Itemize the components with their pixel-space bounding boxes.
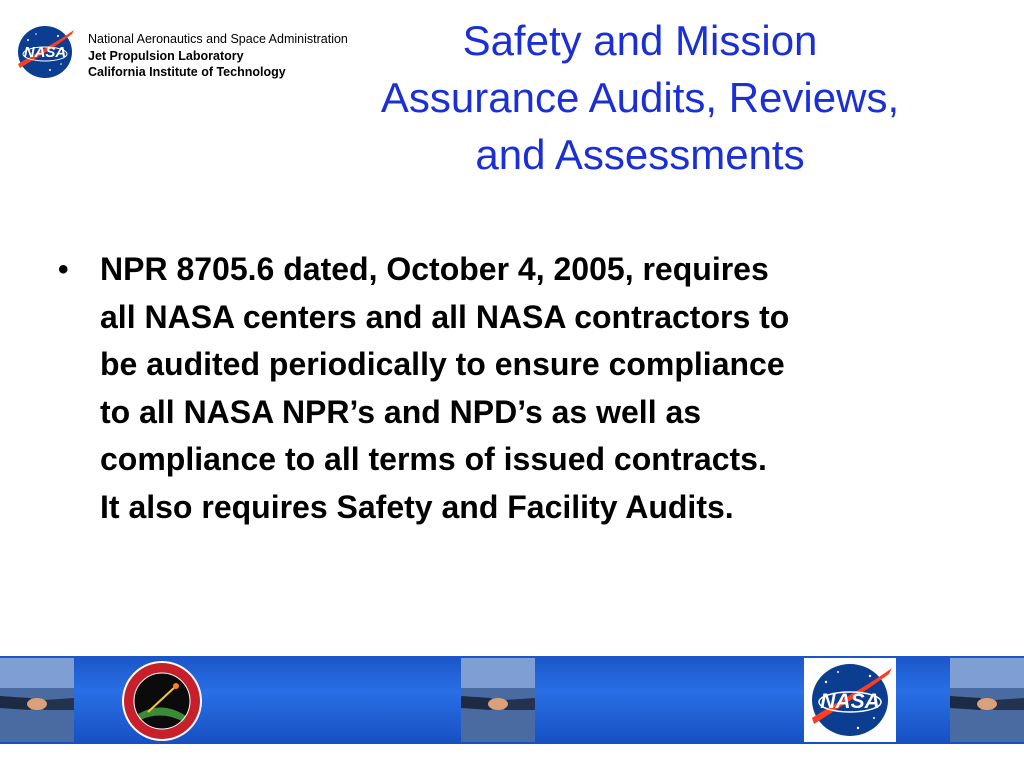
handshake-image	[461, 658, 535, 742]
title-line-2: Assurance Audits, Reviews,	[380, 74, 900, 121]
bullet-list	[58, 246, 978, 531]
bullet-text-line: to all NASA NPR’s and NPD’s as well as	[100, 393, 702, 430]
nasa-meatball-icon	[804, 658, 896, 742]
missile-defense-agency-seal	[118, 660, 206, 742]
bullet-text	[100, 246, 978, 531]
nasa-meatball-icon	[14, 24, 76, 80]
handshake-image	[0, 658, 74, 742]
org-name: National Aeronautics and Space Administration	[88, 32, 348, 46]
svg-text:NASA: NASA	[23, 44, 67, 61]
slide-title	[290, 12, 990, 183]
title-line-3: and Assessments	[475, 131, 805, 178]
bullet-text-line: be audited periodically to ensure compliance	[100, 346, 785, 382]
bullet-icon: •	[58, 253, 69, 286]
bullet-text-line: compliance to all terms of issued contracts.	[100, 441, 767, 477]
list-item	[58, 246, 978, 531]
lab-name: Jet Propulsion Laboratory	[88, 48, 244, 63]
bullet-text-line: It also requires Safety and Facility Audits.	[100, 488, 734, 525]
title-line-1: Safety and Mission	[462, 17, 818, 64]
handshake-image	[950, 658, 1024, 742]
bullet-text-line: NPR 8705.6 dated, October 4, 2005, requires	[100, 251, 769, 287]
institute-name: California Institute of Technology	[88, 65, 286, 79]
svg-text:NASA: NASA	[820, 690, 880, 713]
bullet-text-line: all NASA centers and all NASA contractors to	[100, 298, 790, 335]
